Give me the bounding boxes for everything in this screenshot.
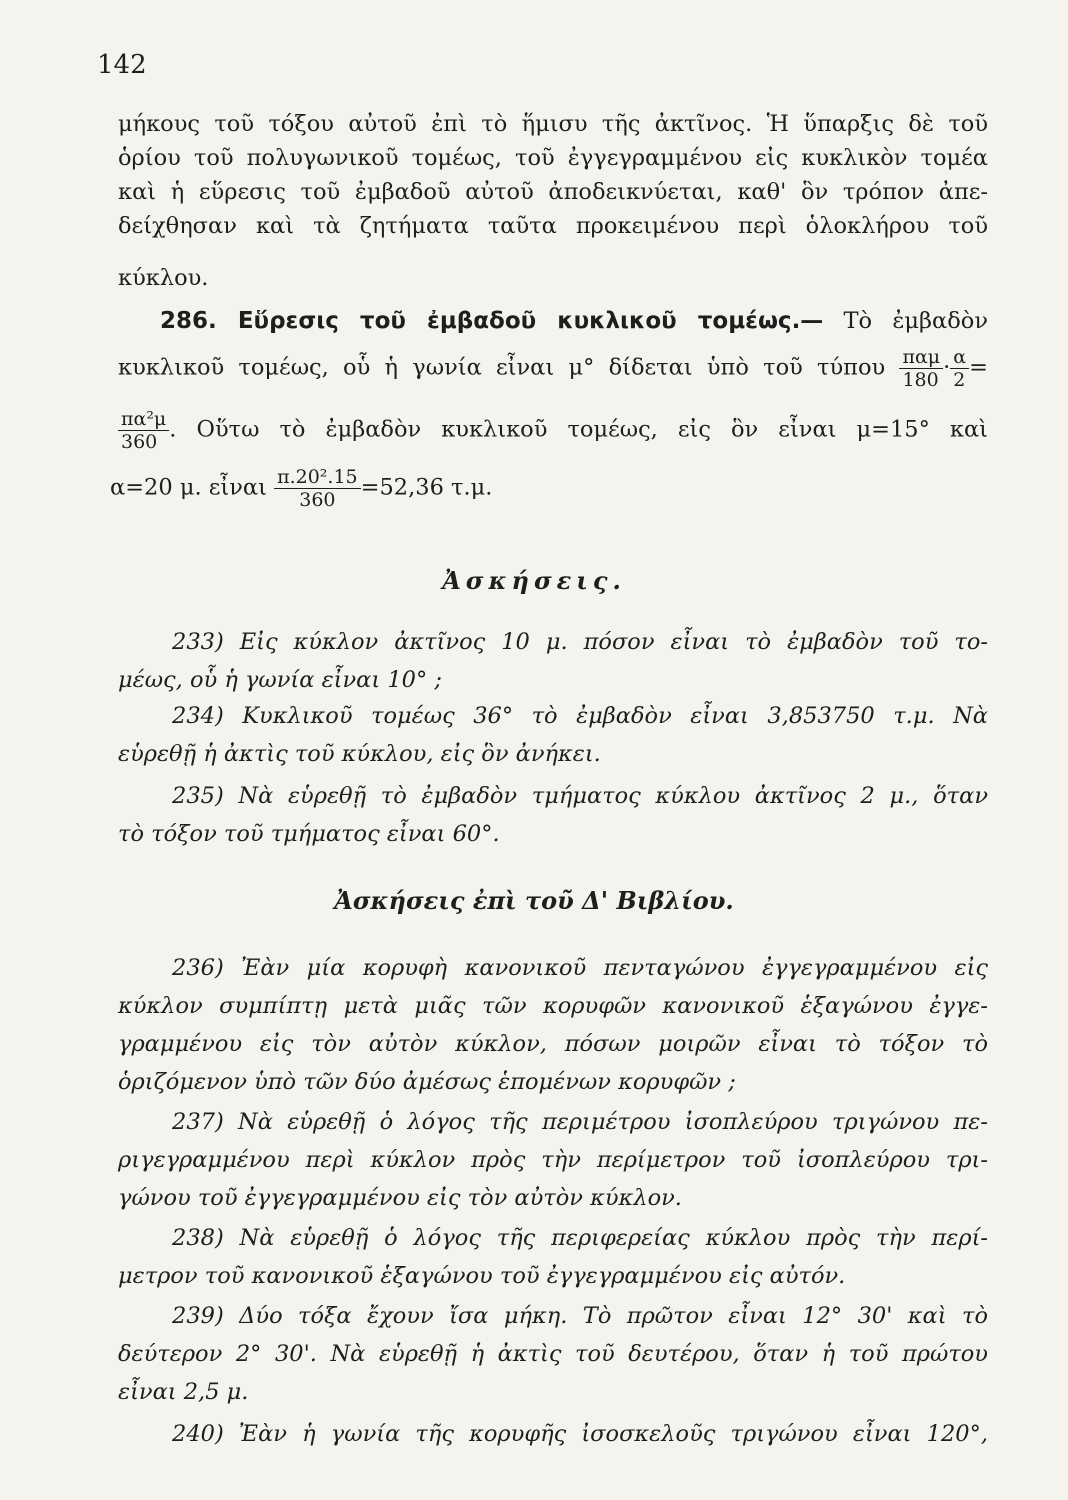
exercise-line: κύκλον συμπίπτῃ μετὰ μιᾶς τῶν κορυφῶν κανονικοῦ ἑξαγώνου ἐγγε- bbox=[118, 993, 988, 1019]
exercise-line: 240) Ἐὰν ἡ γωνία τῆς κορυφῆς ἰσοσκελοῦς τριγώνου εἶναι 120°, bbox=[172, 1421, 988, 1447]
fraction-numerator: π.20².15 bbox=[277, 466, 358, 488]
section-line-2: κυκλικοῦ τομέως, οὗ ἡ γωνία εἶναι μ° δίδεται ὑπὸ τοῦ τύπου $\frac{\text{παμ}}{180}$ · $\frac{\alpha}{2}$ = bbox=[118, 346, 988, 391]
fraction-numerator: α bbox=[953, 346, 967, 368]
exercise-line: δεύτερον 2° 30'. Νὰ εὑρεθῇ ἡ ἀκτὶς τοῦ δευτέρου, ὅταν ἡ τοῦ πρώτου bbox=[118, 1341, 988, 1367]
fraction-denominator: 2 bbox=[950, 368, 969, 391]
exercise-line: εἶναι 2,5 μ. bbox=[118, 1379, 249, 1405]
section-line-3 bbox=[118, 408, 988, 453]
exercises-title: Ἀσκήσεις. bbox=[442, 566, 626, 595]
exercise-line: 238) Νὰ εὑρεθῇ ὁ λόγος τῆς περιφερείας κύκλου πρὸς τὴν περί- bbox=[172, 1225, 988, 1251]
exercise-line: 236) Ἐὰν μία κορυφὴ κανονικοῦ πενταγώνου ἐγγεγραμμένου εἰς bbox=[172, 955, 988, 981]
exercise-line: 235) Νὰ εὑρεθῇ τὸ ἐμβαδὸν τμήματος κύκλου ἀκτῖνος 2 μ., ὅταν bbox=[172, 783, 988, 809]
fraction-denominator: 180 bbox=[899, 368, 943, 391]
intro-line: καὶ ἡ εὕρεσις τοῦ ἐμβαδοῦ αὐτοῦ ἀποδεικνύεται, καθ' ὃν τρόπον ἀπε- bbox=[118, 179, 988, 205]
fraction bbox=[118, 408, 169, 453]
intro-line: κύκλου. bbox=[118, 265, 209, 291]
formula-prefix: α=20 μ. εἶναι bbox=[110, 474, 267, 501]
fraction bbox=[899, 346, 943, 391]
book-exercises-title: Ἀσκήσεις ἐπὶ τοῦ Δ' Βιβλίου. bbox=[334, 886, 734, 915]
section-heading-line bbox=[160, 304, 988, 338]
exercise-line: ριγεγραμμένου περὶ κύκλον πρὸς τὴν περίμετρον τοῦ ἰσοπλεύρου τρι- bbox=[118, 1147, 988, 1173]
intro-line: μήκους τοῦ τόξου αὐτοῦ ἐπὶ τὸ ἥμισυ τῆς ἀκτῖνος. Ἡ ὕπαρξις δὲ τοῦ bbox=[118, 111, 988, 137]
fraction-denominator: 360 bbox=[118, 430, 169, 453]
page-number: 142 bbox=[97, 50, 147, 80]
exercise-line: τὸ τόξον τοῦ τμήματος εἶναι 60°. bbox=[118, 821, 500, 847]
formula-result: =52,36 τ.μ. bbox=[360, 474, 493, 501]
exercise-line: μετρον τοῦ κανονικοῦ ἑξαγώνου τοῦ ἐγγεγραμμένου εἰς αὐτόν. bbox=[118, 1263, 846, 1289]
fraction-numerator: πα²μ bbox=[121, 408, 167, 430]
formula-fraction bbox=[274, 466, 361, 511]
exercise-line: ὁριζόμενον ὑπὸ τῶν δύο ἀμέσως ἑπομένων κορυφῶν ; bbox=[118, 1069, 736, 1095]
example-formula bbox=[110, 466, 492, 511]
exercise-line: μέως, οὗ ἡ γωνία εἶναι 10° ; bbox=[118, 667, 442, 693]
section-text: κυκλικοῦ τομέως, οὗ ἡ γωνία εἶναι μ° δίδεται ὑπὸ τοῦ τύπου bbox=[118, 354, 886, 381]
fraction-numerator: παμ bbox=[902, 346, 941, 368]
section-heading: 286. Εὕρεσις τοῦ ἐμβαδοῦ κυκλικοῦ τομέως.— bbox=[160, 308, 824, 334]
section-heading-tail: Τὸ ἐμβαδὸν bbox=[843, 308, 988, 334]
exercise-line: 234) Κυκλικοῦ τομέως 36° τὸ ἐμβαδὸν εἶναι 3,853750 τ.μ. Νὰ bbox=[172, 703, 988, 729]
exercise-line: 233) Εἰς κύκλον ἀκτῖνος 10 μ. πόσον εἶναι τὸ ἐμβαδὸν τοῦ το- bbox=[172, 629, 988, 655]
intro-line: δείχθησαν καὶ τὰ ζητήματα ταῦτα προκειμένου περὶ ὁλοκλήρου τοῦ bbox=[118, 213, 988, 239]
fraction-denominator: 360 bbox=[274, 488, 361, 511]
equals-sign: = bbox=[969, 354, 988, 381]
fraction bbox=[950, 346, 969, 391]
section-text: . Οὕτω τὸ ἐμβαδὸν κυκλικοῦ τομέως, εἰς ὃν εἶναι μ=15° καὶ bbox=[169, 416, 988, 443]
exercise-line: γραμμένου εἰς τὸν αὐτὸν κύκλον, πόσων μοιρῶν εἶναι τὸ τόξον τὸ bbox=[118, 1031, 988, 1057]
exercise-line: 237) Νὰ εὑρεθῇ ὁ λόγος τῆς περιμέτρου ἰσοπλεύρου τριγώνου πε- bbox=[172, 1109, 988, 1135]
exercise-line: 239) Δύο τόξα ἔχουν ἴσα μήκη. Τὸ πρῶτον εἶναι 12° 30' καὶ τὸ bbox=[172, 1303, 988, 1329]
exercise-line: εὑρεθῇ ἡ ἀκτὶς τοῦ κύκλου, εἰς ὃν ἀνήκει. bbox=[118, 741, 601, 767]
intro-line: ὁρίου τοῦ πολυγωνικοῦ τομέως, τοῦ ἐγγεγραμμένου εἰς κυκλικὸν τομέα bbox=[118, 145, 988, 171]
exercise-line: γώνου τοῦ ἐγγεγραμμένου εἰς τὸν αὐτὸν κύκλον. bbox=[118, 1185, 682, 1211]
